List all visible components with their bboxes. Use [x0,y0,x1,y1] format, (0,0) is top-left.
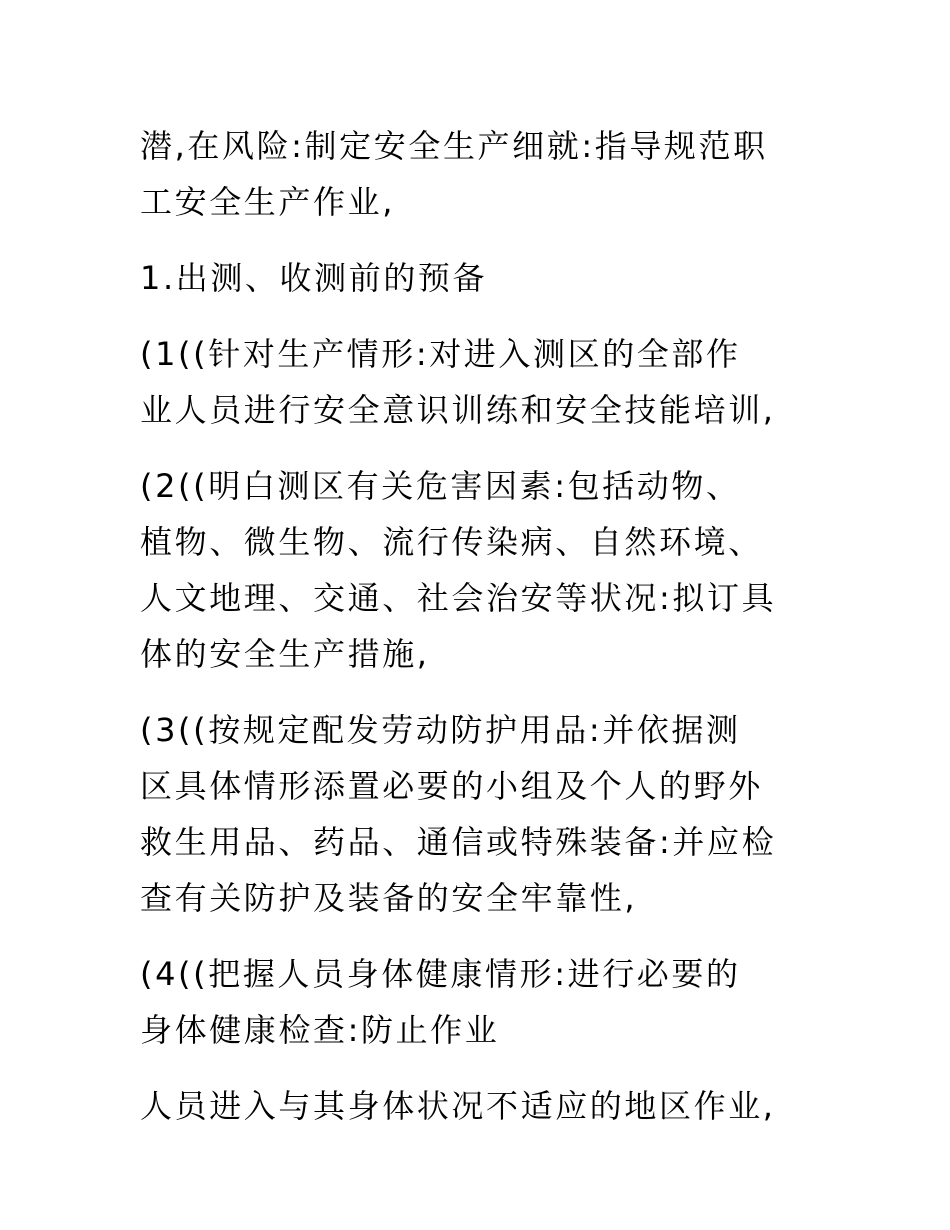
text-line: (2((明白测区有关危害因素:包括动物、 [140,467,741,505]
text-line: (1((针对生产情形:对进入测区的全部作 [140,335,741,373]
text-line: 业人员进行安全意识训练和安全技能培训, [140,391,776,429]
paragraph-item-4 [140,946,840,1058]
text-line: (3((按规定配发劳动防护用品:并依据测 [140,711,741,749]
paragraph-item-4-continued [140,1078,840,1134]
text-line: (4((把握人员身体健康情形:进行必要的 [140,955,741,993]
heading-text: 1.出测、收测前的预备 [140,259,488,297]
text-line: 人员进入与其身体状况不适应的地区作业, [140,1087,776,1125]
text-line: 人文地理、交通、社会治安等状况:拟订具 [140,579,777,617]
text-line: 工安全生产作业, [140,183,395,221]
text-line: 植物、微生物、流行传染病、自然环境、 [140,523,763,561]
text-line: 潜,在风险:制定安全生产细就:指导规范职 [140,127,768,165]
paragraph-risk-intro [140,118,840,230]
text-line: 救生用品、药品、通信或特殊装备:并应检 [140,823,777,861]
text-line: 区具体情形添置必要的小组及个人的野外 [140,767,763,805]
text-line: 体的安全生产措施, [140,635,430,673]
paragraph-item-3 [140,702,840,926]
section-heading [140,250,840,306]
document-page [140,118,840,1134]
text-line: 身体健康检查:防止作业 [140,1011,500,1049]
paragraph-item-1 [140,326,840,438]
text-line: 查有关防护及装备的安全牢靠性, [140,879,638,917]
paragraph-item-2 [140,458,840,682]
